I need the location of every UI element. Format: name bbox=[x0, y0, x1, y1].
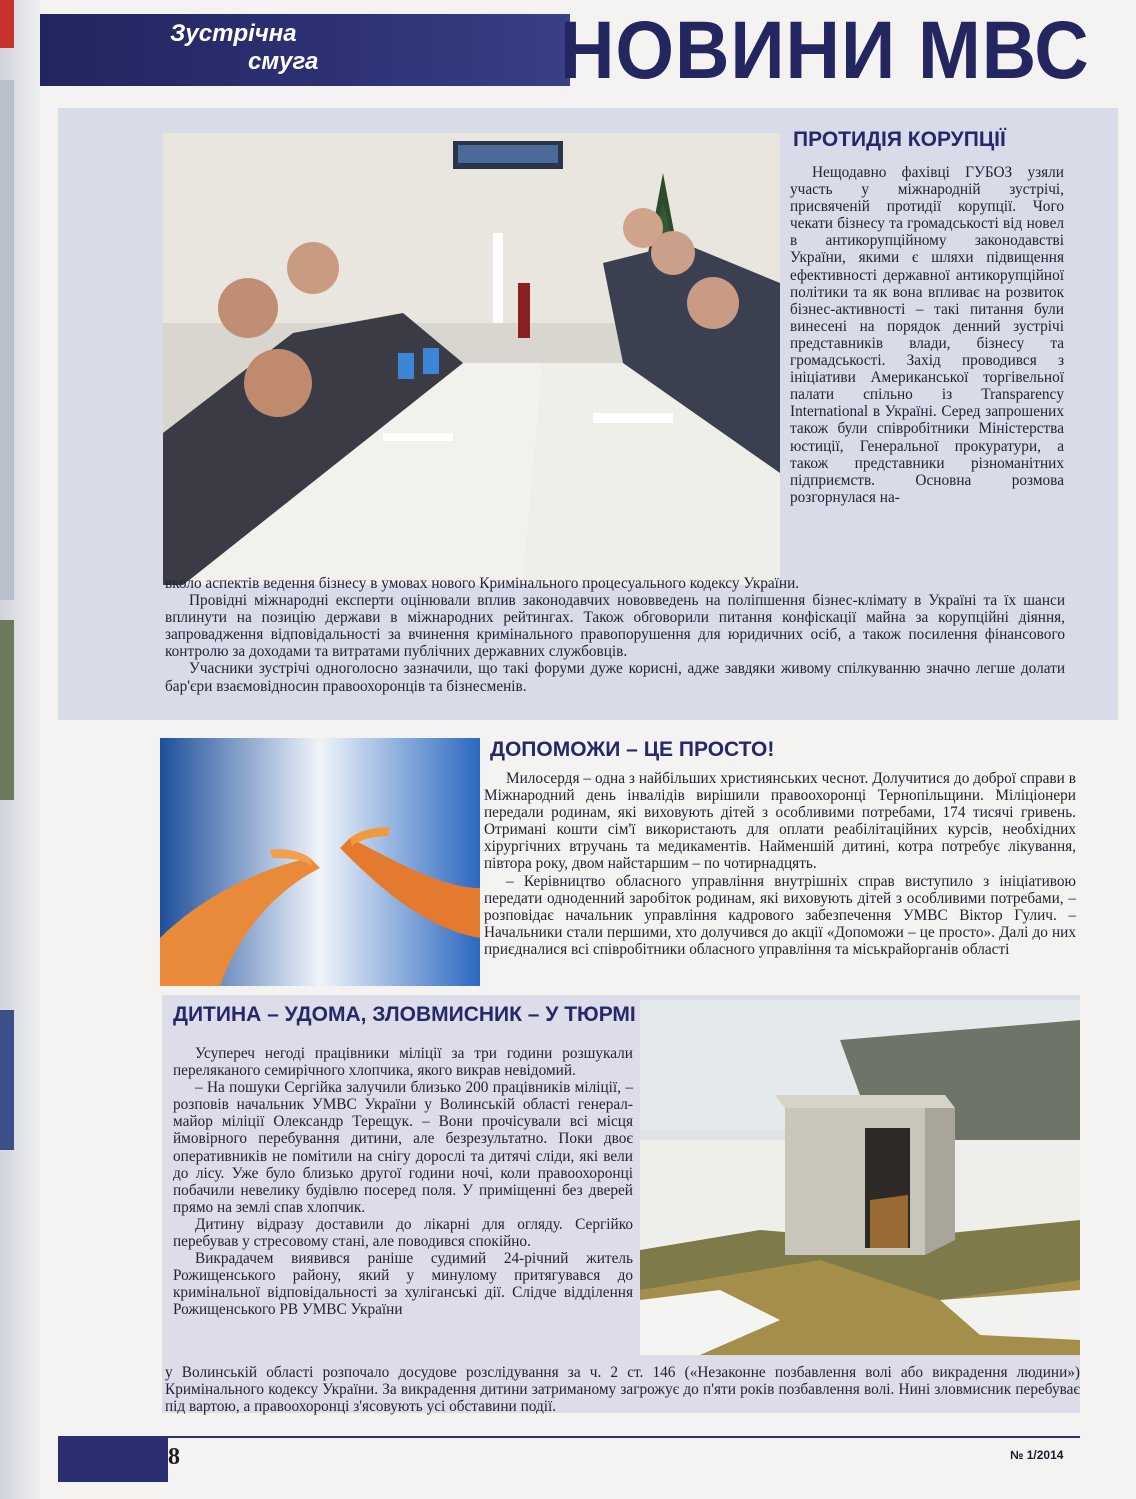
article-3-paragraph-4: Викрадачем виявився раніше судимий 24-річний житель Рожищенського району, який у минулому притягувався до кримінальної відповідальності за хуліганські дії. Слідче відділення Рожищенського РВ УМВС України bbox=[173, 1250, 633, 1319]
article-1-body bbox=[165, 575, 1065, 695]
page-number: 8 bbox=[168, 1444, 180, 1470]
meeting-photo bbox=[163, 133, 780, 585]
snow-shed-photo bbox=[640, 1000, 1080, 1355]
article-3-paragraph-4-tail: у Волинській області розпочало досудове розслідування за ч. 2 ст. 146 («Незаконне позбавлення волі або викрадення людини») Кримінального кодексу України. За викрадення дитини затриманому загрожує до п'яти років позбавлення волі. Нині зловмисник перебуває під вартою, а правоохоронці з'ясовують усі обставини події. bbox=[165, 1364, 1080, 1416]
edge-tab-grey bbox=[0, 80, 14, 600]
edge-tab-red bbox=[0, 0, 14, 48]
article-1-paragraph-3: Учасники зустрічі одноголосно зазначили, що такі форуми дуже корисні, адже завдяки живому спілкуванню значно легше долати бар'єри взаємовідносин правоохоронців та бізнесменів. bbox=[165, 660, 1065, 695]
footer-rule bbox=[58, 1436, 1080, 1438]
article-2-headline: ДОПОМОЖИ – ЦЕ ПРОСТО! bbox=[490, 738, 775, 761]
masthead-title: НОВИНИ МВС bbox=[560, 5, 1090, 96]
footer-color-block bbox=[58, 1438, 168, 1482]
hands-photo bbox=[160, 738, 480, 986]
section-kicker bbox=[160, 20, 380, 76]
kicker-line-2: смуга bbox=[248, 48, 319, 75]
article-2-paragraph-2: – Керівництво обласного управління внутрішніх справ виступило з ініціативою передати одноденний заробіток родинам, які виховують дітей з особливими потребами, – розповідає начальник управління кадрового забезпечення УМВС Віктор Гулич. – Начальники стали першими, хто долучився до акції «Допоможи – це просто». Далі до них приєдналися всі співробітники обласного управління та міськрайорганів області bbox=[484, 872, 1076, 958]
page-edge-strip bbox=[0, 0, 40, 1499]
article-3-paragraph-2: – На пошуки Сергійка залучили близько 200 працівників міліції, – розповів начальник УМВС України у Волинській області генерал-майор міліції Олександр Терещук. – Вони прочісували всі місця ймовірного перебування дитини, але безрезультатно. Поки двоє оперативників не помітили на снігу дорослі та дитячі сліди, які вели до лісу. Уже було близько другої години ночі, коли правоохоронці побачили невелику будівлю посеред поля. У приміщенні без дверей прямо на землі спав хлопчик. bbox=[173, 1079, 633, 1216]
article-3-paragraph-1: Усупереч негоді працівники міліції за три години розшукали переляканого семирічного хлопчика, якого викрав невідомий. bbox=[173, 1045, 633, 1080]
edge-tab-blue bbox=[0, 1010, 14, 1150]
article-1-paragraph-2: Провідні міжнародні експерти оцінювали вплив законодавчих нововведень на поліпшення бізнес-клімату в Україні та їх шанси вплинути на позицію держави в міжнародних рейтингах. Також обговорили питання конфіскації майна за корупційні діяння, запровадження відповідальності за вчинення кримінального правопорушення для юридичних осіб, а також посилення фінансового контролю за доходами та витратами публічних державних службовців. bbox=[165, 592, 1065, 661]
article-2-body bbox=[484, 770, 1076, 958]
article-1-headline: ПРОТИДІЯ КОРУПЦІЇ bbox=[793, 128, 1006, 151]
article-1-column-text: Нещодавно фахівці ГУБОЗ узяли участь у міжнародній зустрічі, присвяченій протидії корупції. Чого чекати бізнесу та громадськості від новел в антикорупційному законодавстві України, якими є шляхи підвищення ефективності державної антикорупційної політики та як вона впливає на розвиток бізнес-активності – такі питання були винесені на порядок денний зустрічі представників влади, бізнесу та громадськості. Захід проводився з ініціативи Американської торгівельної палати спільно із Transparency International в Україні. Серед запрошених також були співробітники Міністерства юстиції, Генеральної прокуратури, а також представники різноманітних підприємств. Основна розмова розгорнулася на- bbox=[790, 164, 1064, 506]
issue-number: № 1/2014 bbox=[1010, 1448, 1064, 1462]
edge-tab-green bbox=[0, 620, 14, 800]
article-3-paragraph-3: Дитину відразу доставили до лікарні для огляду. Сергійко перебував у стресовому стані, але поводився спокійно. bbox=[173, 1215, 633, 1251]
article-3-body bbox=[173, 1045, 633, 1319]
article-1-paragraph-1-tail: вколо аспектів ведення бізнесу в умовах нового Кримінального процесуального кодексу України. bbox=[165, 575, 800, 592]
kicker-line-1: Зустрічна bbox=[170, 20, 297, 47]
article-3-headline: ДИТИНА – УДОМА, ЗЛОВМИСНИК – У ТЮРМІ bbox=[173, 1003, 636, 1026]
article-2-paragraph-1: Милосердя – одна з найбільших християнських чеснот. Долучитися до доброї справи в Міжнародний день інвалідів вирішили правоохоронці Тернопільщини. Міліціонери передали родинам, які виховують дітей з особливими потребами, 174 тисячі гривень. Отримані кошти сім'ї використають для оплати реабілітаційних курсів, необхідних хірургічних втручань та медикаментів. Найменшій дитині, котра потребує лікування, півтора року, двом найстаршим – по чотирнадцять. bbox=[484, 770, 1076, 873]
